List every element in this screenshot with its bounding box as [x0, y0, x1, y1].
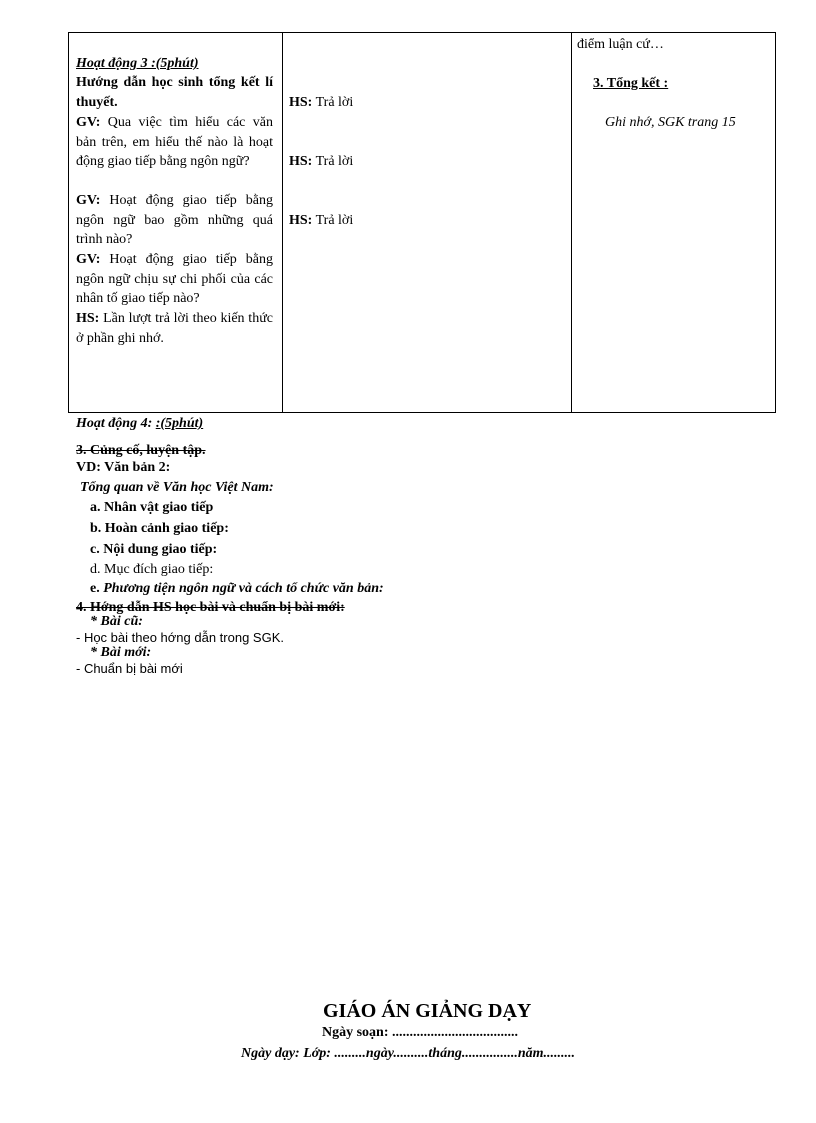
section-3-heading: 3. Củng cố, luyện tập.	[76, 443, 206, 458]
item-e	[90, 581, 384, 597]
question-1-text: Qua việc tìm hiểu các văn bản trên, em hiểu thế nào là hoạt động giao tiếp bằng ngôn ngữ?	[76, 115, 273, 169]
item-b: b. Hoàn cảnh giao tiếp:	[90, 521, 229, 536]
student-answer-3	[289, 213, 353, 229]
old-lesson-text: - Học bài theo hớng dẫn trong SGK.	[76, 630, 284, 645]
teaching-date: Ngày dạy: Lớp: .........ngày..........tháng................năm.........	[241, 1046, 576, 1061]
activity-3-subtitle: Hướng dẫn học sinh tổng kết lí thuyết.	[76, 75, 273, 110]
preparation-date: Ngày soạn: ....................................	[322, 1025, 519, 1040]
overview-title: Tổng quan về Văn học Việt Nam:	[80, 480, 274, 495]
example-label: VD: Văn bản 2:	[76, 460, 171, 475]
activity-3-title: Hoạt động 3 :(5phút)	[76, 56, 199, 71]
activity-4-label: Hoạt động 4:	[76, 416, 156, 431]
section-4-heading: 4. Hớng dẫn HS học bài và chuẩn bị bài mới:	[76, 600, 345, 615]
item-e-prefix: e.	[90, 581, 104, 596]
activity-4-time: :(5phút)	[155, 416, 204, 431]
student-answer-1	[289, 95, 353, 111]
new-lesson-text: - Chuẩn bị bài mới	[76, 661, 183, 676]
teacher-activity-column	[69, 33, 283, 412]
lesson-plan-title: GIÁO ÁN GIẢNG DẠY	[323, 1000, 532, 1022]
question-3	[76, 250, 273, 309]
item-a: a. Nhân vật giao tiếp	[90, 500, 214, 515]
summary-heading: 3. Tổng kết :	[593, 76, 669, 91]
question-3-text: Hoạt động giao tiếp bằng ngôn ngữ chịu sự chi phối của các nhân tố giao tiếp nào?	[76, 252, 273, 306]
question-2-label: GV:	[76, 193, 101, 208]
student-activity-column	[282, 33, 572, 412]
item-e-text: Phương tiện ngôn ngữ và cách tổ chức văn bản:	[103, 581, 384, 596]
question-1	[76, 113, 273, 172]
answer-label: HS:	[289, 213, 313, 228]
old-lesson-label: * Bài cũ:	[90, 614, 143, 629]
item-d: d. Mục đích giao tiếp:	[90, 562, 214, 577]
answer-text: Trả lời	[312, 213, 354, 228]
answer-text: Trả lời	[312, 95, 354, 110]
content-column	[571, 33, 775, 412]
question-3-label: GV:	[76, 252, 101, 267]
answer-text: Trả lời	[312, 154, 354, 169]
student-answer-note	[76, 309, 273, 348]
content-continuation: điểm luận cứ…	[577, 37, 664, 52]
summary-note: Ghi nhớ, SGK trang 15	[605, 115, 736, 130]
activity-4-heading	[76, 416, 203, 432]
question-2-text: Hoạt động giao tiếp bằng ngôn ngữ bao gồm những quá trình nào?	[76, 193, 273, 247]
student-answer-label: HS:	[76, 311, 100, 326]
question-2	[76, 191, 273, 250]
answer-label: HS:	[289, 154, 313, 169]
student-answer-text: Lần lượt trả lời theo kiến thức ở phần ghi nhớ.	[76, 311, 273, 346]
student-answer-2	[289, 154, 353, 170]
lesson-table	[68, 32, 776, 413]
answer-label: HS:	[289, 95, 313, 110]
item-c: c. Nội dung giao tiếp:	[90, 542, 218, 557]
new-lesson-label: * Bài mới:	[90, 645, 152, 660]
question-1-label: GV:	[76, 115, 101, 130]
